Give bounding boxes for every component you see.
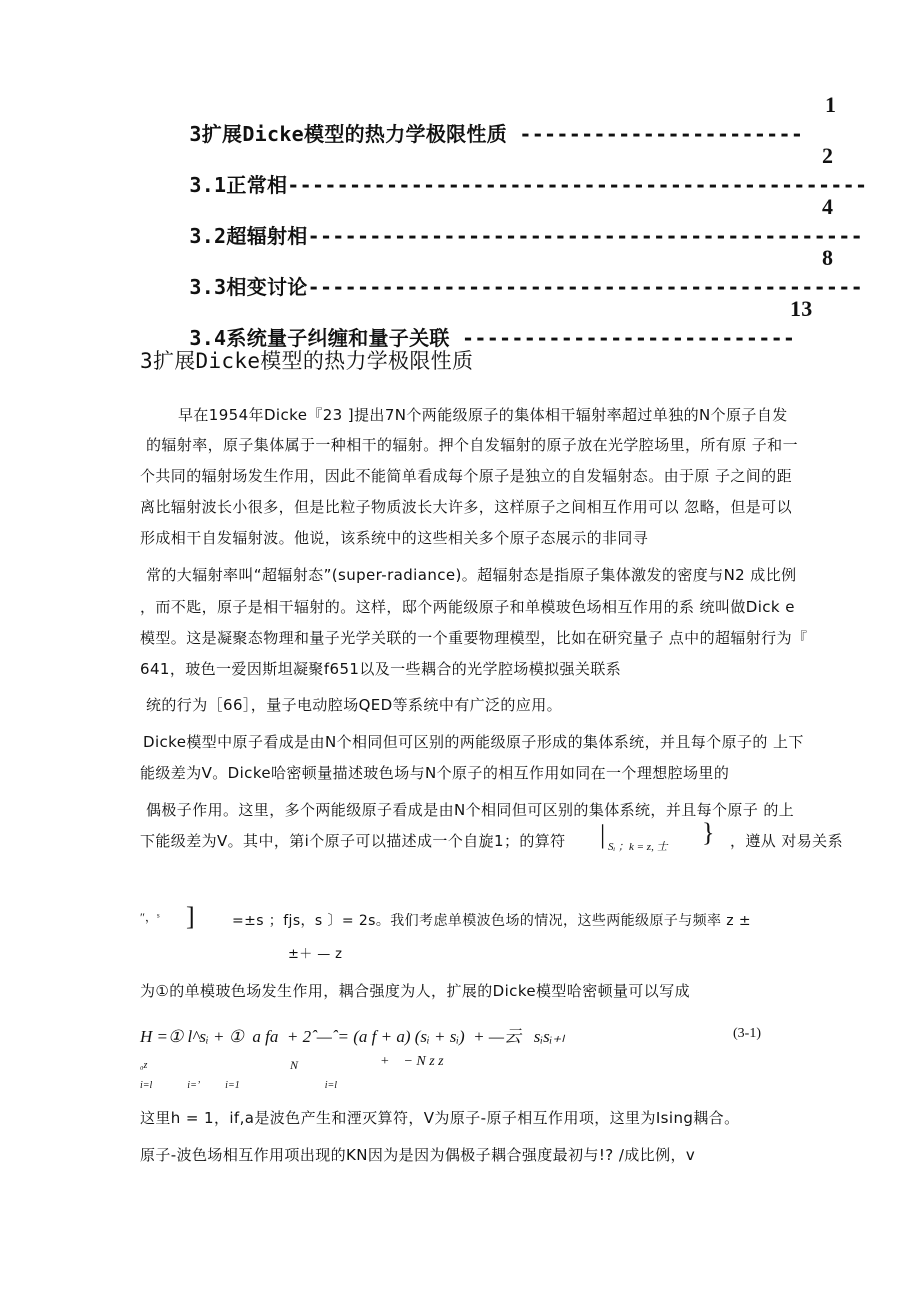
toc-page-number: 13 (790, 296, 813, 321)
toc-page-number: 1 (825, 92, 837, 117)
equation-subscript: N (290, 1058, 299, 1072)
right-brace-symbol: } (702, 818, 715, 847)
text-line: =±s ；fjs，s 〕= 2s。我们考虑单模波色场的情况，这些两能级原子与频率 z ± (232, 913, 752, 929)
equation-number: (3-1) (733, 1026, 761, 1041)
text-line: 形成相干自发辐射波。他说，该系统中的这些相关多个原子态展示的非同寻 (140, 529, 649, 547)
equation-subscript: + − N z z (380, 1054, 444, 1069)
equation-subscript: ₀z (140, 1060, 148, 1071)
text-line: 偶极子作用。这里，多个两能级原子看成是由N个相同但可区别的集体系统，并且每个原子 的上 (146, 801, 795, 819)
commutation-prefix: ″，ˢ (140, 910, 160, 924)
text-line: 的辐射率，原子集体属于一种相干的辐射。押个自发辐射的原子放在光学腔场里，所有原 子和一 (146, 436, 798, 454)
toc-entry-text: 3.3相变讨论--------------------------------------------- (189, 275, 863, 299)
text-line: 统的行为［66］，量子电动腔场QED等系统中有广泛的应用。 (146, 696, 563, 714)
text-line: 为①的单模玻色场发生作用，耦合强度为人，扩展的Dicke模型哈密顿量可以写成 (140, 982, 690, 1000)
text-line: 常的大辐射率叫“超辐射态”(super-radiance)。超辐射态是指原子集体激发的密度与N2 成比例 (146, 566, 797, 584)
spin-operator-symbol: Sᵢ ；k = z, 士 (608, 841, 668, 853)
text-line: 个共同的辐射场发生作用，因此不能简单看成每个原子是独立的自发辐射态。由于原 子之间的距 (140, 467, 792, 485)
text-line: ，而不匙，原子是相干辐射的。这样，邸个两能级原子和单模玻色场相互作用的系 统叫做Dick e (140, 598, 795, 616)
toc-entry-text: 3.2超辐射相--------------------------------------------- (189, 224, 863, 248)
text-line: 模型。这是凝聚态物理和量子光学关联的一个重要物理模型，比如在研究量子 点中的超辐射行为『 (140, 629, 808, 647)
text-line: 能级差为V。Dicke哈密顿量描述玻色场与N个原子的相互作用如同在一个理想腔场里的 (140, 764, 730, 782)
bracket-symbol: | (600, 820, 606, 849)
text-line: 原子-波色场相互作用项出现的KN因为是因为偶极子耦合强度最初与!? /成比例，v (140, 1146, 696, 1164)
toc-page-number: 8 (822, 245, 834, 270)
text-line: 641，玻色一爱因斯坦凝聚f651以及一些耦合的光学腔场模拟强关联系 (140, 660, 622, 678)
toc-page-number: 4 (822, 194, 834, 219)
text-line: 离比辐射波长小很多，但是比粒子物质波长大许多，这样原子之间相互作用可以 忽略，但是可以 (140, 498, 792, 516)
toc-entry-text: 3.4系统量子纠缠和量子关联 --------------------------- (189, 326, 796, 350)
text-line: ±＋ — z (288, 947, 343, 962)
text-line: 这里h = 1，if,a是波色产生和湮灭算符，V为原子-原子相互作用项，这里为Ising耦合。 (140, 1109, 740, 1127)
bracket-symbol: ] (186, 902, 195, 931)
equation-main: H =① l^sᵢ + ① a fa + 2ˆ—ˆ= (a f + a) (sᵢ + sᵢ) + —云 sᵢsᵢ₊ₗ (140, 1027, 565, 1046)
toc-entry-text: 3扩展Dicke模型的热力学极限性质 ----------------------- (189, 122, 804, 146)
text-line-tail: ，遵从 对易关系 (730, 832, 843, 850)
toc-page-number: 2 (822, 143, 834, 168)
section-heading: 3扩展Dicke模型的热力学极限性质 (140, 349, 474, 373)
toc-entry-text: 3.1正常相----------------------------------------------- (189, 173, 868, 197)
text-line: Dicke模型中原子看成是由N个相同但可区别的两能级原子形成的集体系统，并且每个原子的 上下 (143, 733, 804, 751)
text-line-start: 下能级差为V。其中，第i个原子可以描述成一个自旋1；的算符 (140, 832, 566, 850)
equation-sum-limits: i=l i=ʼ i=1 i=l (140, 1080, 337, 1091)
text-line: 早在1954年Dicke『23 ]提出7N个两能级原子的集体相干辐射率超过单独的N个原子自发 (178, 406, 788, 424)
